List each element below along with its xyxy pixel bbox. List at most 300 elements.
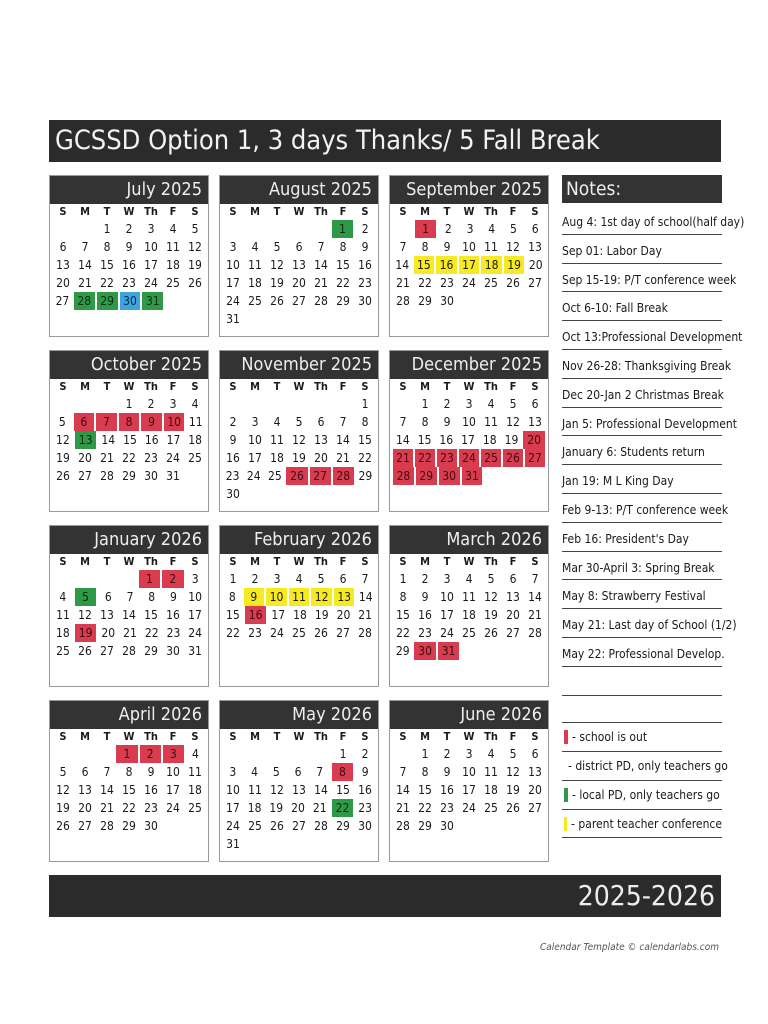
day-cell: 7 xyxy=(399,240,407,254)
day-cell: 27 xyxy=(292,294,306,308)
week-row xyxy=(50,395,208,413)
week-row xyxy=(390,395,548,413)
week-row xyxy=(50,570,208,588)
day-header: S xyxy=(191,380,199,393)
week-row xyxy=(220,467,378,485)
day-cell: 29 xyxy=(418,819,432,833)
week-row xyxy=(390,763,548,781)
day-cell xyxy=(525,642,546,660)
day-header: S xyxy=(59,730,67,743)
week-row xyxy=(390,274,548,292)
day-cell: 6 xyxy=(74,413,95,431)
week-row xyxy=(50,588,208,606)
day-cell: 24 xyxy=(188,626,203,640)
day-cell: 26 xyxy=(270,294,284,308)
day-cell: 25 xyxy=(484,276,498,290)
day-header-row xyxy=(50,729,208,745)
day-cell: 7 xyxy=(103,765,111,779)
day-cell xyxy=(502,817,524,835)
day-cell xyxy=(74,220,96,238)
day-cell: 17 xyxy=(166,433,181,447)
day-cell: 25 xyxy=(484,801,498,815)
week-row xyxy=(390,606,548,624)
day-cell: 22 xyxy=(100,276,114,290)
day-cell: 12 xyxy=(270,783,284,797)
day-cell: 4 xyxy=(273,415,281,429)
day-cell: 12 xyxy=(506,415,520,429)
day-cell: 14 xyxy=(78,258,92,272)
day-cell: 13 xyxy=(100,608,114,622)
day-cell: 29 xyxy=(97,292,118,310)
day-cell: 30 xyxy=(144,469,158,483)
day-cell: 17 xyxy=(459,256,480,274)
day-cell: 7 xyxy=(81,240,89,254)
day-cell: 10 xyxy=(462,415,476,429)
day-cell: 20 xyxy=(314,451,328,465)
day-cell: 5 xyxy=(487,572,495,586)
footer-year: 2025-2026 xyxy=(49,875,721,917)
day-cell xyxy=(96,395,118,413)
day-cell: 29 xyxy=(358,469,373,483)
day-cell: 26 xyxy=(56,469,70,483)
day-cell xyxy=(332,835,354,853)
day-cell: 15 xyxy=(336,258,350,272)
day-cell: 2 xyxy=(125,222,133,236)
week-row xyxy=(50,238,208,256)
week-row xyxy=(390,413,548,431)
day-cell: 18 xyxy=(248,276,262,290)
day-cell: 18 xyxy=(462,608,476,622)
day-cell: 6 xyxy=(59,240,67,254)
day-header: Th xyxy=(314,380,328,393)
day-cell: 1 xyxy=(361,397,369,411)
day-cell xyxy=(458,817,480,835)
week-row xyxy=(390,256,548,274)
day-cell: 11 xyxy=(270,433,284,447)
week-row xyxy=(390,745,548,763)
day-cell: 1 xyxy=(125,397,133,411)
day-cell xyxy=(503,642,524,660)
day-cell xyxy=(309,220,331,238)
day-cell: 30 xyxy=(358,294,372,308)
day-cell xyxy=(94,745,115,763)
day-cell: 9 xyxy=(141,413,162,431)
day-cell: 27 xyxy=(55,294,70,308)
day-cell xyxy=(95,570,116,588)
day-cell: 7 xyxy=(399,765,407,779)
day-cell: 10 xyxy=(462,240,476,254)
week-row xyxy=(50,467,208,485)
day-cell: 2 xyxy=(421,572,429,586)
day-header: Th xyxy=(144,380,158,393)
day-cell: 16 xyxy=(122,258,136,272)
day-cell: 14 xyxy=(336,433,350,447)
day-cell xyxy=(73,570,94,588)
legend-item xyxy=(562,722,722,751)
day-cell: 21 xyxy=(312,801,327,815)
month-title: January 2026 xyxy=(50,526,208,554)
day-cell: 12 xyxy=(188,240,202,254)
day-cell: 21 xyxy=(393,449,413,467)
day-header: T xyxy=(443,555,451,568)
day-cell: 4 xyxy=(59,590,67,604)
week-row xyxy=(390,449,548,467)
day-cell: 23 xyxy=(144,801,158,815)
day-cell: 4 xyxy=(487,397,495,411)
day-cell: 1 xyxy=(421,397,429,411)
day-cell: 2 xyxy=(162,570,183,588)
day-cell xyxy=(480,817,502,835)
day-cell: 8 xyxy=(148,590,156,604)
day-cell: 2 xyxy=(443,747,451,761)
week-row xyxy=(390,467,548,485)
day-cell: 23 xyxy=(166,626,181,640)
day-cell: 31 xyxy=(142,292,163,310)
month-calendar xyxy=(389,700,549,862)
week-row xyxy=(50,449,208,467)
day-header-row xyxy=(390,379,548,395)
day-cell: 16 xyxy=(440,783,454,797)
day-cell: 25 xyxy=(267,469,282,483)
note-item: Jan 5: Professional Development xyxy=(562,408,722,437)
day-cell: 15 xyxy=(418,783,432,797)
day-header: W xyxy=(293,380,305,393)
legend-item xyxy=(562,751,728,780)
day-cell: 25 xyxy=(166,276,180,290)
day-cell: 21 xyxy=(396,801,410,815)
day-cell: 26 xyxy=(270,819,284,833)
day-cell: 18 xyxy=(293,608,307,622)
day-header: W xyxy=(123,555,135,568)
legend-label: - school is out xyxy=(572,730,648,744)
note-item xyxy=(562,667,722,696)
week-row xyxy=(390,642,548,660)
day-header: M xyxy=(80,730,90,743)
day-cell: 13 xyxy=(528,765,542,779)
day-cell: 1 xyxy=(339,747,347,761)
notes-list xyxy=(562,206,745,696)
day-cell: 13 xyxy=(292,258,306,272)
legend xyxy=(562,722,728,838)
day-header: S xyxy=(361,380,369,393)
day-cell xyxy=(392,745,414,763)
day-cell: 5 xyxy=(509,397,517,411)
day-header: M xyxy=(250,555,260,568)
day-header: S xyxy=(399,730,407,743)
day-cell xyxy=(185,292,206,310)
day-cell: 2 xyxy=(444,222,452,236)
day-cell: 16 xyxy=(166,608,180,622)
day-header: S xyxy=(399,380,407,393)
day-cell: 2 xyxy=(251,572,259,586)
week-row xyxy=(390,799,548,817)
day-cell: 14 xyxy=(314,783,328,797)
day-cell: 8 xyxy=(421,415,429,429)
day-cell: 24 xyxy=(226,294,240,308)
day-cell: 18 xyxy=(247,801,262,815)
day-cell: 5 xyxy=(509,747,517,761)
day-cell: 27 xyxy=(506,626,520,640)
day-header: Th xyxy=(484,380,498,393)
day-cell xyxy=(184,817,206,835)
day-cell xyxy=(287,220,309,238)
day-cell: 6 xyxy=(531,747,539,761)
day-header: Th xyxy=(144,205,158,218)
day-cell xyxy=(52,570,73,588)
day-cell: 26 xyxy=(506,801,520,815)
day-header: S xyxy=(191,205,199,218)
day-cell xyxy=(525,467,546,485)
day-header-row xyxy=(390,204,548,220)
week-row xyxy=(390,570,548,588)
day-cell: 31 xyxy=(226,837,240,851)
day-cell: 1 xyxy=(116,745,137,763)
day-cell: 28 xyxy=(333,467,354,485)
day-cell: 10 xyxy=(164,413,185,431)
legend-label: - parent teacher conference xyxy=(571,816,722,831)
day-cell: 28 xyxy=(122,644,136,658)
day-cell xyxy=(524,292,546,310)
day-header: T xyxy=(443,380,451,393)
day-cell: 11 xyxy=(484,240,498,254)
day-cell: 28 xyxy=(358,626,372,640)
week-row xyxy=(220,274,378,292)
day-cell: 25 xyxy=(188,451,202,465)
day-cell: 26 xyxy=(314,626,328,640)
day-cell xyxy=(502,292,524,310)
day-cell: 8 xyxy=(399,590,407,604)
day-cell xyxy=(52,220,74,238)
day-cell: 4 xyxy=(191,397,199,411)
week-row xyxy=(220,220,378,238)
day-cell: 25 xyxy=(188,801,202,815)
day-cell: 13 xyxy=(506,590,520,604)
day-header: T xyxy=(103,555,111,568)
day-header: W xyxy=(123,205,135,218)
week-row xyxy=(220,835,378,853)
day-cell: 11 xyxy=(166,240,180,254)
day-cell: 23 xyxy=(437,449,457,467)
week-row xyxy=(390,817,548,835)
day-header: T xyxy=(443,205,451,218)
day-cell: 10 xyxy=(248,433,262,447)
day-cell: 28 xyxy=(396,819,410,833)
day-cell: 19 xyxy=(56,451,70,465)
day-cell: 26 xyxy=(78,644,92,658)
day-cell: 29 xyxy=(416,467,437,485)
month-calendar xyxy=(49,525,209,687)
day-cell: 1 xyxy=(229,572,237,586)
day-cell: 9 xyxy=(125,240,133,254)
day-cell: 3 xyxy=(251,415,259,429)
month-title: August 2025 xyxy=(220,176,378,204)
day-cell xyxy=(504,467,525,485)
day-cell: 15 xyxy=(225,608,240,622)
day-cell: 21 xyxy=(396,276,410,290)
month-title: December 2025 xyxy=(390,351,548,379)
day-cell: 20 xyxy=(56,276,70,290)
day-header: W xyxy=(293,555,305,568)
day-header: T xyxy=(273,730,281,743)
day-cell: 22 xyxy=(418,801,432,815)
week-row xyxy=(390,781,548,799)
day-header: S xyxy=(531,205,539,218)
legend-swatch xyxy=(564,817,567,831)
week-row xyxy=(50,274,208,292)
day-header: T xyxy=(273,380,281,393)
day-header-row xyxy=(390,729,548,745)
day-cell: 20 xyxy=(101,626,116,640)
day-header-row xyxy=(50,204,208,220)
day-cell: 16 xyxy=(358,783,372,797)
day-cell: 16 xyxy=(245,606,267,624)
day-header: T xyxy=(103,730,111,743)
day-cell: 11 xyxy=(462,590,476,604)
day-cell: 29 xyxy=(418,294,432,308)
day-cell: 12 xyxy=(506,240,520,254)
day-cell: 9 xyxy=(244,588,265,606)
week-row xyxy=(220,781,378,799)
day-cell: 29 xyxy=(122,469,136,483)
note-item: May 8: Strawberry Festival xyxy=(562,580,722,609)
day-cell: 18 xyxy=(55,626,70,640)
day-cell: 10 xyxy=(188,590,203,604)
day-cell: 22 xyxy=(226,626,240,640)
day-cell: 26 xyxy=(188,276,202,290)
day-cell: 3 xyxy=(443,572,451,586)
day-header: F xyxy=(509,205,517,218)
note-item: Jan 19: M L King Day xyxy=(562,465,722,494)
day-cell: 22 xyxy=(418,276,432,290)
week-row xyxy=(220,413,378,431)
day-header: W xyxy=(463,555,475,568)
day-cell: 4 xyxy=(465,572,473,586)
day-header: W xyxy=(463,380,475,393)
day-cell: 3 xyxy=(169,397,177,411)
day-cell: 19 xyxy=(270,276,284,290)
week-row xyxy=(220,624,378,642)
day-cell: 5 xyxy=(295,415,303,429)
day-cell: 14 xyxy=(395,258,410,272)
day-cell: 10 xyxy=(462,765,476,779)
day-cell: 25 xyxy=(292,626,306,640)
day-cell: 22 xyxy=(336,276,350,290)
day-cell: 3 xyxy=(147,222,155,236)
day-cell: 9 xyxy=(443,415,451,429)
day-cell xyxy=(266,485,288,503)
day-cell: 1 xyxy=(103,222,111,236)
day-cell: 27 xyxy=(78,819,92,833)
day-header: Th xyxy=(144,730,158,743)
day-cell: 13 xyxy=(314,433,328,447)
day-header: W xyxy=(293,730,305,743)
day-cell: 22 xyxy=(122,801,136,815)
day-cell: 22 xyxy=(122,451,136,465)
day-header: F xyxy=(339,205,347,218)
day-header: Th xyxy=(314,730,328,743)
week-row xyxy=(220,431,378,449)
day-cell xyxy=(184,467,206,485)
legend-label: - local PD, only teachers go xyxy=(572,788,720,802)
day-cell: 13 xyxy=(292,783,306,797)
day-cell: 20 xyxy=(523,431,545,449)
day-cell: 11 xyxy=(484,415,498,429)
day-cell: 4 xyxy=(251,240,259,254)
day-cell: 14 xyxy=(101,433,116,447)
day-cell: 10 xyxy=(266,588,287,606)
day-cell: 22 xyxy=(415,449,435,467)
day-cell xyxy=(266,835,288,853)
day-cell: 6 xyxy=(339,572,347,586)
day-cell: 28 xyxy=(100,819,114,833)
day-cell: 14 xyxy=(358,590,373,604)
day-cell: 6 xyxy=(509,572,517,586)
day-cell: 3 xyxy=(465,397,473,411)
day-header: S xyxy=(399,555,407,568)
day-cell: 23 xyxy=(440,276,454,290)
day-cell xyxy=(74,395,96,413)
day-cell: 18 xyxy=(188,433,203,447)
day-header: T xyxy=(273,205,281,218)
legend-swatch xyxy=(564,788,568,802)
day-cell: 15 xyxy=(336,783,350,797)
week-row xyxy=(220,588,378,606)
day-cell: 14 xyxy=(122,608,136,622)
week-row xyxy=(50,220,208,238)
day-header: Th xyxy=(314,205,328,218)
week-row xyxy=(220,310,378,328)
day-header: F xyxy=(509,555,517,568)
day-cell: 24 xyxy=(166,451,180,465)
day-cell: 15 xyxy=(144,608,158,622)
day-cell: 5 xyxy=(59,765,67,779)
day-cell xyxy=(244,310,266,328)
day-cell: 17 xyxy=(166,783,180,797)
day-cell: 23 xyxy=(358,276,372,290)
week-row xyxy=(50,781,208,799)
day-cell: 12 xyxy=(292,433,306,447)
day-cell: 27 xyxy=(336,626,350,640)
day-cell: 7 xyxy=(96,413,117,431)
week-row xyxy=(50,606,208,624)
day-cell: 4 xyxy=(251,765,259,779)
month-title: March 2026 xyxy=(390,526,548,554)
day-header: M xyxy=(420,205,430,218)
day-cell: 29 xyxy=(336,294,350,308)
legend-swatch xyxy=(564,730,568,744)
day-cell xyxy=(310,835,332,853)
day-cell: 21 xyxy=(336,451,350,465)
day-cell: 16 xyxy=(439,433,454,447)
day-cell: 2 xyxy=(147,397,155,411)
day-cell: 5 xyxy=(273,240,281,254)
day-cell: 2 xyxy=(361,222,369,236)
day-header: S xyxy=(399,205,407,218)
day-cell: 13 xyxy=(334,588,355,606)
day-cell: 24 xyxy=(246,469,261,483)
day-cell: 27 xyxy=(100,644,114,658)
day-cell: 15 xyxy=(414,256,435,274)
day-header: T xyxy=(103,205,111,218)
day-cell xyxy=(244,835,266,853)
day-cell: 10 xyxy=(144,240,158,254)
day-header-row xyxy=(220,379,378,395)
week-row xyxy=(220,606,378,624)
day-cell: 24 xyxy=(226,819,240,833)
day-cell xyxy=(392,220,414,238)
day-cell xyxy=(265,220,287,238)
day-header-row xyxy=(50,379,208,395)
